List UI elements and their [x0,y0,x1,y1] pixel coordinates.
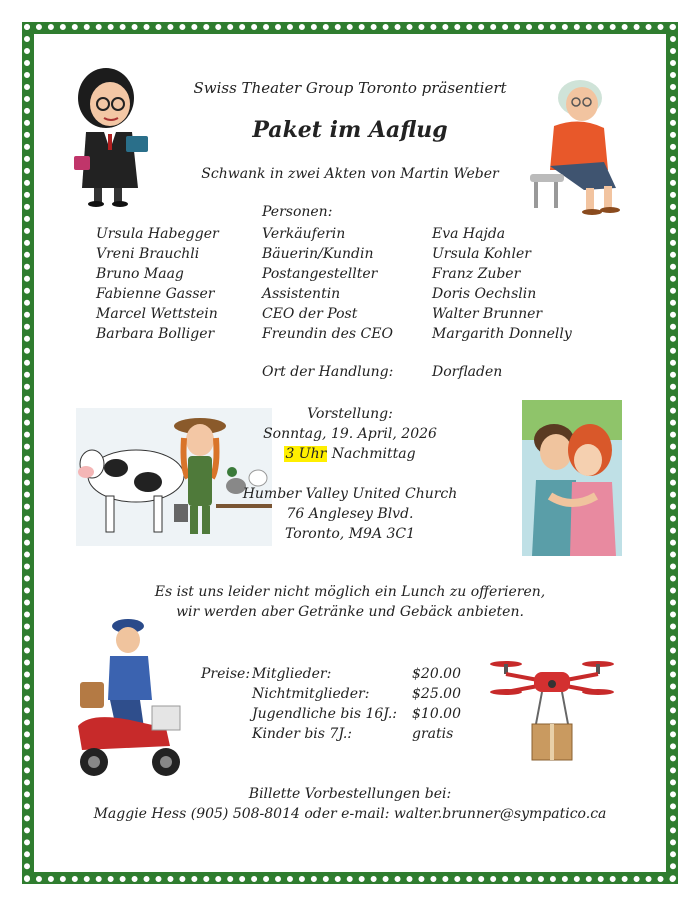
cast-actor: Bruno Maag [96,266,184,282]
performance-time-highlight: 3 Uhr [285,446,327,462]
cast-role: Freundin des CEO [262,326,393,342]
cast-second: Walter Brunner [432,306,543,322]
venue-name: Humber Valley United Church [242,486,458,502]
price-category: Jugendliche bis 16J.: [252,706,397,722]
cast-heading: Personen: [262,204,333,220]
price-value: gratis [412,726,454,742]
cast-role: Postangestellter [262,266,378,282]
performance-date: Sonntag, 19. April, 2026 [263,426,437,442]
subtitle: Schwank in zwei Akten von Martin Weber [201,166,499,182]
teacher-with-book-icon [66,60,158,210]
cast-role: CEO der Post [262,306,358,322]
place-label: Ort der Handlung: [262,364,394,380]
cast-second: Eva Hajda [432,226,506,242]
performance-time-rest: Nachmittag [331,446,416,462]
cast-actor: Vreni Brauchli [96,246,200,262]
venue-street: 76 Anglesey Blvd. [286,506,414,522]
mail-carrier-scooter-icon [70,616,190,780]
cast-actors-column [96,224,219,344]
price-value: $10.00 [412,706,461,722]
page-title: Paket im Aaflug [252,117,448,143]
cast-second: Doris Oechslin [432,286,537,302]
cast-actor: Barbara Bolliger [96,326,215,342]
couple-embracing-icon [522,400,622,556]
presenter-line: Swiss Theater Group Toronto präsentiert [193,79,507,97]
cast-role: Verkäuferin [262,226,346,242]
price-category: Kinder bis 7J.: [252,726,353,742]
cast-actor: Ursula Habegger [96,226,219,242]
cast-second: Ursula Kohler [432,246,531,262]
tickets-heading: Billette Vorbestellungen bei: [248,786,452,802]
cast-role: Bäuerin/Kundin [262,246,374,262]
price-category: Nichtmitglieder: [252,686,370,702]
cast-second: Franz Zuber [432,266,521,282]
delivery-drone-icon [488,654,616,768]
cast-role: Assistentin [262,286,341,302]
cast-second-column [432,224,572,344]
notice-line-1: Es ist uns leider nicht möglich ein Lunch zu offerieren, [154,584,546,600]
prices-label: Preise: [201,666,251,682]
cast-actor: Marcel Wettstein [96,306,218,322]
price-value: $20.00 [412,666,461,682]
cast-second: Margarith Donnelly [432,326,572,342]
notice-line-2: wir werden aber Getränke und Gebäck anbieten. [176,604,524,620]
cast-actor: Fabienne Gasser [96,286,215,302]
grandmother-sitting-icon [524,70,634,220]
price-category: Mitglieder: [252,666,332,682]
cast-roles-column [262,224,393,344]
performance-heading: Vorstellung: [307,406,393,422]
price-value: $25.00 [412,686,461,702]
tickets-contact: Maggie Hess (905) 508-8014 oder e-mail: walter.brunner@sympatico.ca [93,806,607,822]
venue-city: Toronto, M9A 3C1 [284,526,416,542]
place-value: Dorfladen [432,364,503,380]
